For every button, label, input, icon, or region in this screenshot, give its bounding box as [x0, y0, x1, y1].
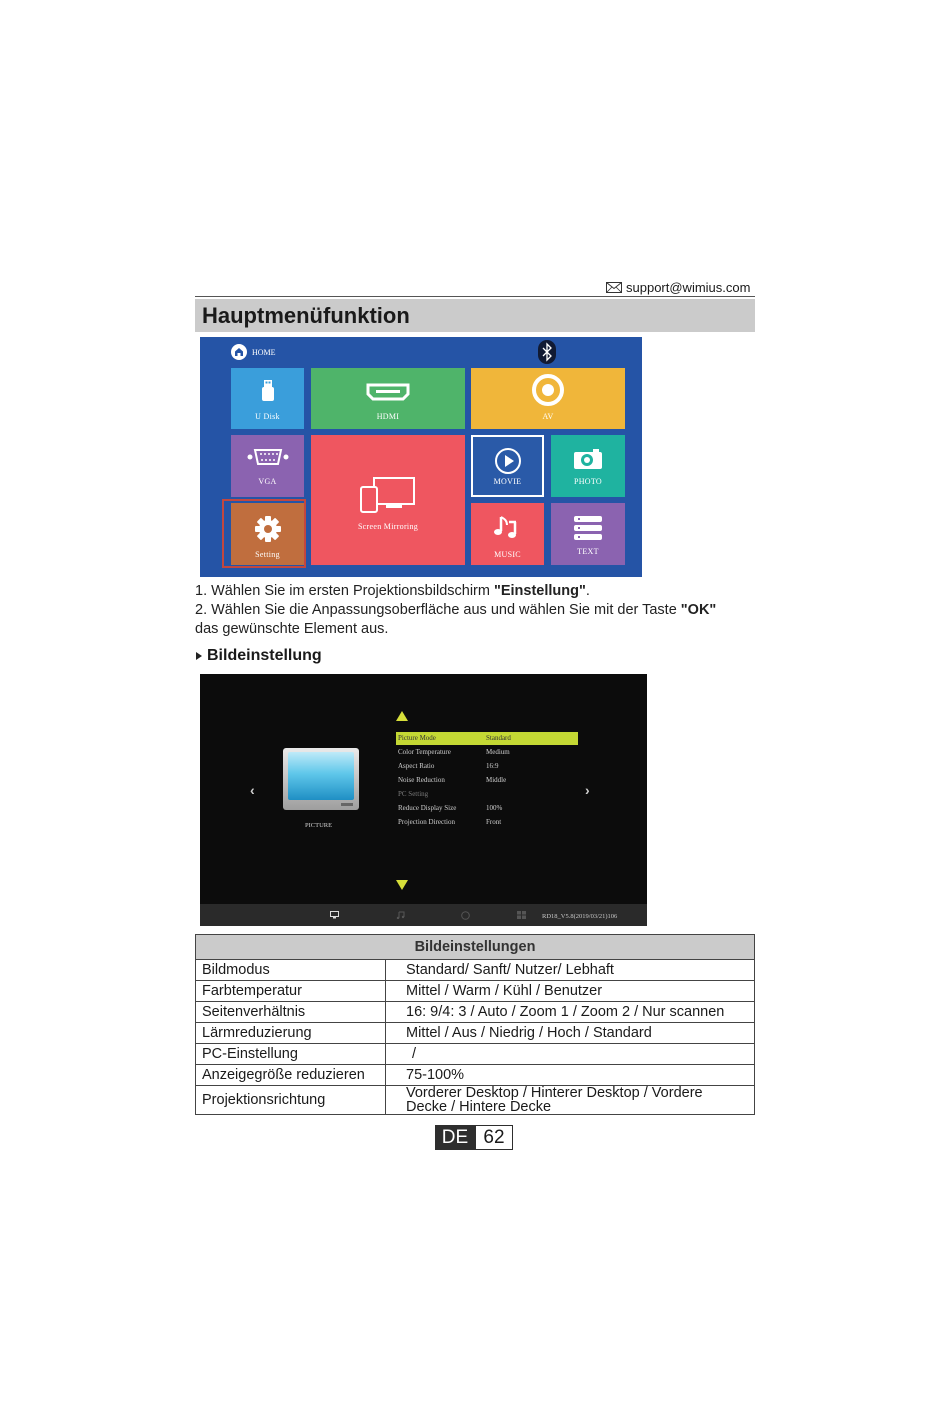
table-row — [196, 1044, 755, 1065]
tile-vga-label: VGA — [258, 477, 277, 486]
table-cell-value: 16: 9/4: 3 / Auto / Zoom 1 / Zoom 2 / Nur scannen — [386, 1002, 755, 1023]
play-icon — [494, 447, 522, 475]
instruction-step-2: 2. Wählen Sie die Anpassungsoberfläche aus und wählen Sie mit der Taste "OK" das gewünschte Element aus. — [195, 602, 717, 637]
menu-row-pc-setting[interactable]: PC Setting — [398, 790, 429, 798]
tile-photo-label: PHOTO — [573, 477, 603, 486]
table-row — [196, 1065, 755, 1086]
tile-screen-mirroring[interactable] — [311, 435, 465, 565]
triangle-bullet-icon — [196, 652, 202, 660]
header-rule — [195, 296, 755, 297]
tile-udisk-label: U Disk — [255, 412, 280, 421]
section-heading — [196, 647, 322, 665]
table-cell-value-line-1: Vorderer Desktop / Hinterer Desktop / Vordere — [406, 1085, 703, 1101]
table-cell-value: 75-100% — [386, 1065, 755, 1086]
av-icon — [531, 373, 565, 407]
table-row — [196, 1023, 755, 1044]
menu-row-picture-mode[interactable]: Picture Mode Standard — [396, 732, 578, 745]
table-cell-value: Mittel / Aus / Niedrig / Hoch / Standard — [386, 1023, 755, 1044]
firmware-version: RD18_V5.8(2019/03/21)106 — [542, 913, 618, 920]
tile-screen-mirroring-label: Screen Mirroring — [357, 522, 419, 531]
table-row — [196, 1002, 755, 1023]
settings-table — [195, 934, 755, 1115]
table-cell-name: Bildmodus — [196, 960, 386, 981]
bottom-bar — [200, 904, 647, 926]
category-label: PICTURE — [305, 822, 333, 829]
selection-frame — [222, 499, 306, 568]
bluetooth-icon — [538, 340, 556, 364]
table-header: Bildeinstellungen — [196, 935, 755, 960]
camera-icon — [573, 448, 603, 470]
page-title: Hauptmenüfunktion — [202, 303, 410, 328]
up-arrow-icon — [396, 711, 408, 721]
table-cell-value: Mittel / Warm / Kühl / Benutzer — [386, 981, 755, 1002]
grid-icon[interactable] — [517, 911, 526, 919]
table-row — [196, 960, 755, 981]
section-heading-text: Bildeinstellung — [207, 647, 322, 664]
nav-right-arrow[interactable]: › — [585, 782, 590, 798]
tile-hdmi[interactable] — [311, 368, 465, 429]
menu-row-projection-direction[interactable]: Projection Direction Front — [398, 818, 502, 826]
tile-music-label: MUSIC — [494, 550, 521, 559]
table-cell-value: / — [386, 1044, 755, 1065]
tile-hdmi-label: HDMI — [376, 412, 400, 421]
table-header-row — [196, 935, 755, 960]
mail-icon — [606, 282, 622, 293]
tile-av-label: AV — [542, 412, 554, 421]
tile-movie[interactable] — [471, 435, 544, 497]
tile-udisk[interactable] — [231, 368, 304, 429]
tile-text[interactable] — [551, 503, 625, 565]
nav-left-arrow[interactable]: ‹ — [250, 782, 255, 798]
tile-movie-label: MOVIE — [493, 477, 522, 486]
menu-row-color-temperature[interactable]: Color Temperature Medium — [398, 748, 510, 756]
tile-av[interactable] — [471, 368, 625, 429]
page-language-badge: DE — [435, 1125, 475, 1150]
screen-mirroring-icon — [360, 477, 416, 513]
table-row — [196, 1086, 755, 1115]
monitor-icon[interactable] — [330, 911, 339, 919]
table-cell-name: PC-Einstellung — [196, 1044, 386, 1065]
list-icon — [574, 516, 602, 540]
home-icon — [231, 344, 247, 360]
tile-setting-label: Setting — [255, 550, 280, 559]
tile-music[interactable] — [471, 503, 544, 565]
picture-menu-image — [200, 674, 647, 926]
page-number: 62 — [475, 1125, 513, 1150]
instruction-step-1: 1. Wählen Sie im ersten Projektionsbildschirm "Einstellung". — [195, 583, 590, 599]
music-note-icon[interactable] — [396, 911, 405, 919]
home-screen-image — [200, 337, 642, 577]
menu-row-noise-reduction[interactable]: Noise Reduction Middle — [398, 776, 507, 784]
table-cell-name: Anzeigegröße reduzieren — [196, 1065, 386, 1086]
table-cell-value: Standard/ Sanft/ Nutzer/ Lebhaft — [386, 960, 755, 981]
vga-icon — [247, 448, 289, 466]
tile-text-label: TEXT — [577, 547, 599, 556]
table-cell-value-line-2: Decke / Hintere Decke — [406, 1099, 552, 1115]
table-cell-name: Farbtemperatur — [196, 981, 386, 1002]
music-icon — [493, 513, 521, 541]
table-cell-name: Lärmreduzierung — [196, 1023, 386, 1044]
usb-icon — [260, 380, 276, 402]
table-row — [196, 981, 755, 1002]
clock-icon[interactable] — [461, 911, 470, 920]
menu-row-aspect-ratio[interactable]: Aspect Ratio 16:9 — [398, 762, 499, 770]
hdmi-icon — [366, 383, 410, 401]
down-arrow-icon — [396, 880, 408, 890]
menu-row-reduce-display-size[interactable]: Reduce Display Size 100% — [398, 804, 503, 812]
table-cell-name: Projektionsrichtung — [196, 1086, 386, 1115]
tile-photo[interactable] — [551, 435, 625, 497]
table-cell-name: Seitenverhältnis — [196, 1002, 386, 1023]
support-email-text[interactable]: support@wimius.com — [626, 279, 751, 295]
tv-icon — [283, 748, 359, 810]
table-cell-value — [386, 1086, 755, 1115]
support-email — [606, 278, 750, 296]
tile-vga[interactable] — [231, 435, 304, 497]
home-label: HOME — [252, 348, 276, 357]
